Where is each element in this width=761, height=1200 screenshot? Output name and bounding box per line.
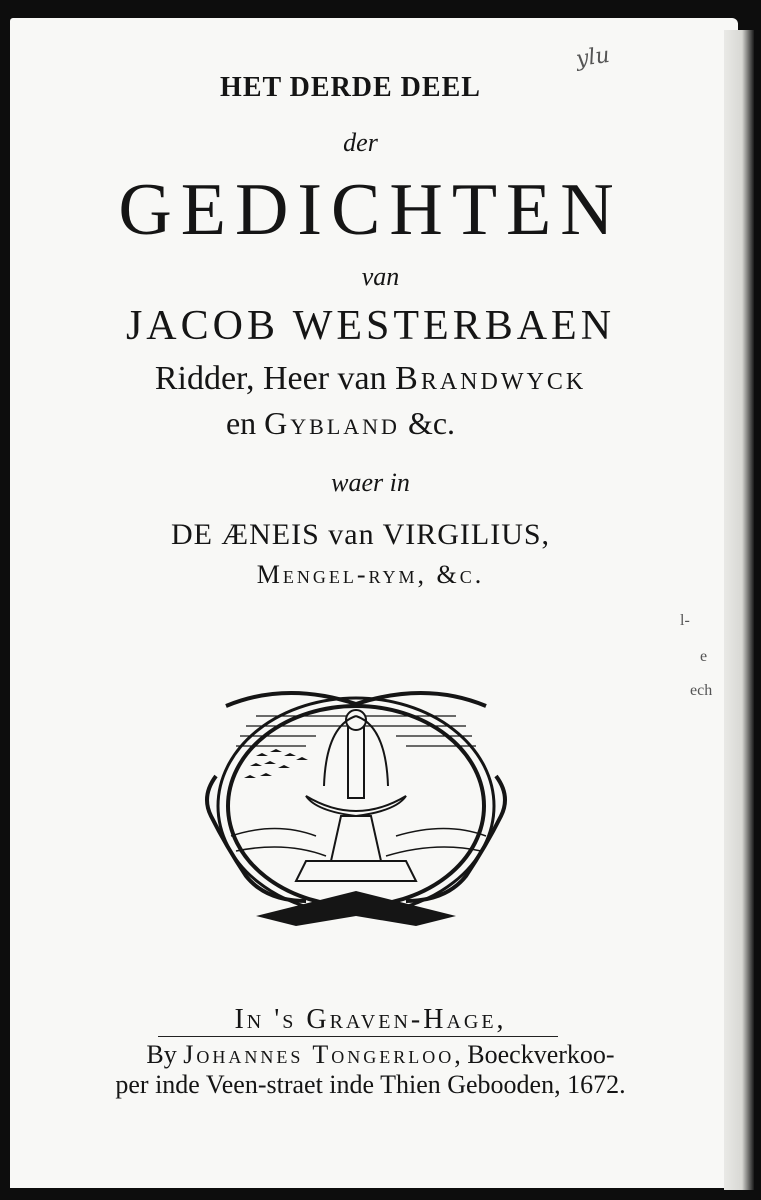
title-line-waer-in: waer in	[331, 468, 410, 497]
imprint-printer-name: Johannes Tongerloo	[183, 1040, 455, 1069]
title-line-der: der	[343, 128, 378, 157]
contents-line	[0, 518, 741, 552]
imprint-trade: , Boeckverkoo-	[454, 1040, 615, 1069]
author-name: JACOB WESTERBAEN	[125, 303, 616, 349]
contents-van: van	[319, 518, 383, 551]
bleed-through-text: l-	[680, 612, 690, 629]
author-title-text: Ridder, Heer van	[154, 360, 396, 397]
handwritten-note: ylu	[574, 42, 612, 73]
author-title-etc: &c.	[399, 405, 456, 441]
title-line-volume: HET DERDE DEEL	[220, 72, 481, 103]
imprint-rule	[158, 1036, 558, 1037]
author-title-cont	[0, 405, 721, 442]
imprint-place: In 's Graven-Hage,	[234, 1004, 507, 1035]
main-title: GEDICHTEN	[118, 169, 623, 251]
contents-aeneis: DE ÆNEIS	[170, 518, 320, 551]
imprint-address-date: per inde Veen-straet inde Thien Gebooden, 1672.	[115, 1070, 626, 1099]
imprint-printer	[0, 1040, 761, 1070]
printers-device-fountain-icon	[196, 686, 516, 936]
author-title	[0, 360, 751, 398]
contents-virgilius: VIRGILIUS,	[382, 518, 551, 551]
author-title-cont-place: Gybland	[264, 405, 400, 441]
bleed-through-text: ech	[690, 682, 713, 699]
contents-mengel-rym: Mengel-rym, &c.	[256, 560, 485, 589]
bleed-through-text: e	[700, 648, 708, 665]
imprint-by: By	[146, 1040, 184, 1069]
author-title-place: Brandwyck	[395, 360, 587, 397]
title-line-van: van	[361, 262, 400, 291]
author-title-cont-text: en	[225, 405, 265, 441]
